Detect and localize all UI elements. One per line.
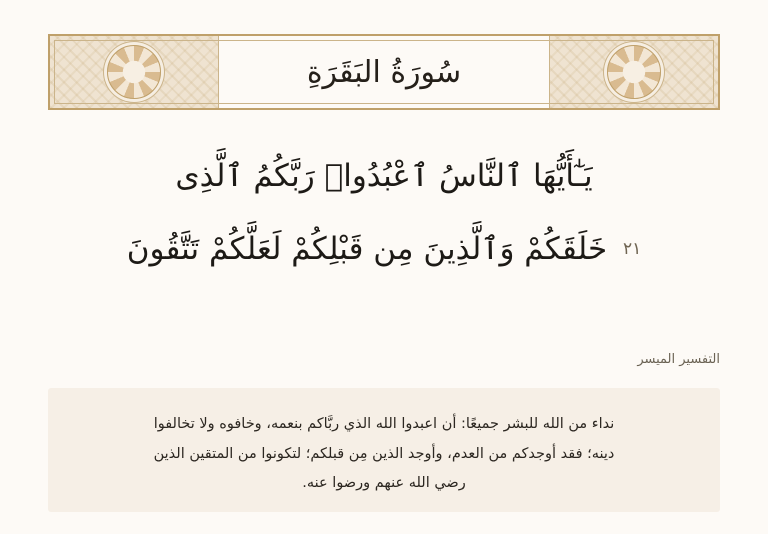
tafsir-box — [48, 388, 720, 512]
ayah-line-2-container — [60, 213, 708, 286]
tafsir-line-2: دينه؛ فقد أوجدكم من العدم، وأوجد الذين مِن قبلكم؛ لتكونوا من المتقين الذين — [153, 445, 615, 462]
tafsir-source-label: التفسير الميسر — [637, 352, 720, 367]
ayah-number-marker: ٢١ — [623, 239, 642, 260]
banner-ornament-right — [50, 36, 218, 108]
ayah-text-block — [60, 140, 708, 286]
tafsir-line-3: رضي الله عنهم ورضوا عنه. — [302, 475, 466, 492]
rosette-ornament-icon — [107, 45, 161, 99]
banner-ornament-left — [550, 36, 718, 108]
tafsir-line-1: نداء من الله للبشر جميعًا: أن اعبدوا الله الذي ربَّاكم بنعمه، وخافوه ولا تخالفوا — [153, 416, 615, 432]
ayah-line-1: يَـٰٓأَيُّهَا ٱلنَّاسُ ٱعْبُدُوا۟ رَبَّكُمُ ٱلَّذِى — [175, 158, 593, 194]
surah-title: سُورَةُ البَقَرَةِ — [306, 54, 462, 90]
surah-header-banner — [48, 34, 720, 110]
surah-title-container — [218, 36, 550, 108]
ayah-line-2: خَلَقَكُمْ وَٱلَّذِينَ مِن قَبْلِكُمْ لَعَلَّكُمْ تَتَّقُونَ — [126, 230, 608, 267]
rosette-ornament-icon — [607, 45, 661, 99]
